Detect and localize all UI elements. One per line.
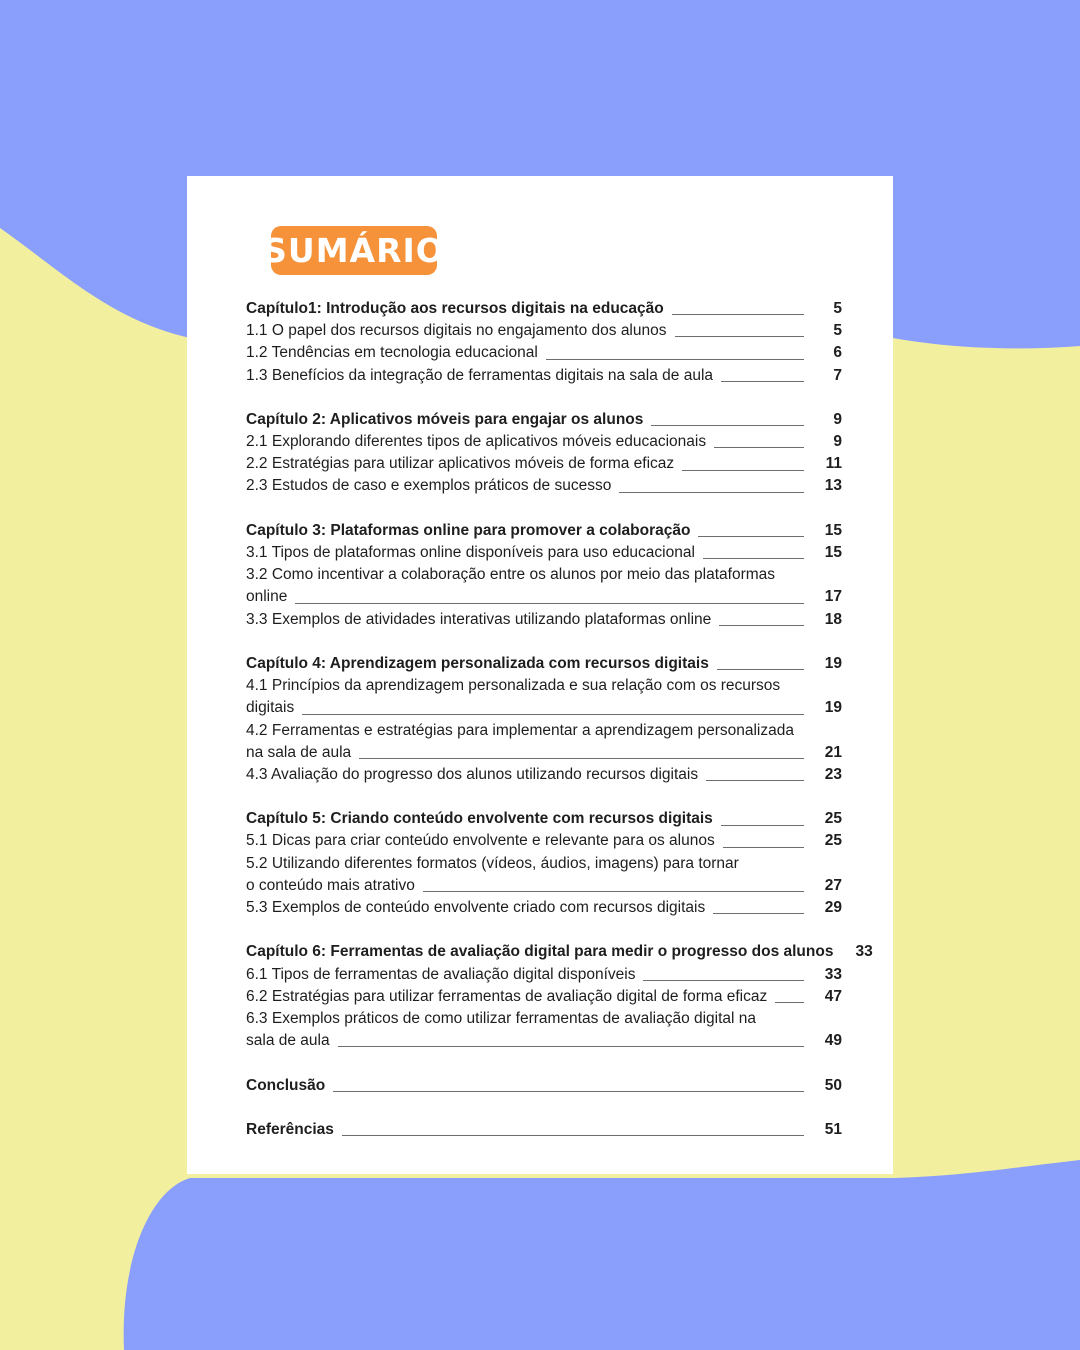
toc-entry[interactable]: [246, 1030, 842, 1052]
toc-entry-label: 2.2 Estratégias para utilizar aplicativos móveis de forma eficaz: [246, 455, 675, 473]
toc-entry[interactable]: [246, 720, 842, 742]
dot-leader: [675, 336, 805, 337]
dot-leader: [721, 381, 804, 382]
dot-leader: [546, 359, 804, 360]
dot-leader: [706, 780, 804, 781]
toc-chapter-entry[interactable]: [246, 298, 842, 320]
toc-entry-label: 3.3 Exemplos de atividades interativas utilizando plataformas online: [246, 610, 712, 628]
section-gap: [246, 498, 842, 520]
section-gap: [246, 786, 842, 808]
title-badge: [263, 226, 445, 275]
toc-entry[interactable]: [246, 897, 842, 919]
toc-chapter-entry[interactable]: [246, 653, 842, 675]
toc-entry[interactable]: [246, 675, 842, 697]
toc-entry-label: 4.2 Ferramentas e estratégias para implementar a aprendizagem personalizada: [246, 721, 794, 739]
dot-leader: [682, 470, 804, 471]
dot-leader: [342, 1135, 804, 1136]
dot-leader: [714, 447, 804, 448]
dot-leader: [423, 891, 804, 892]
toc-page-number: 27: [824, 876, 842, 894]
dot-leader: [717, 669, 804, 670]
toc-entry[interactable]: [246, 742, 842, 764]
toc-entry-label: 3.2 Como incentivar a colaboração entre os alunos por meio das plataformas: [246, 566, 776, 584]
toc-page-number: 13: [824, 477, 842, 495]
dot-leader: [359, 758, 804, 759]
dot-leader: [619, 492, 804, 493]
toc-entry-label: Capítulo 5: Criando conteúdo envolvente com recursos digitais: [246, 810, 713, 828]
toc-page: [187, 176, 893, 1174]
toc-entry-label: 1.3 Benefícios da integração de ferramentas digitais na sala de aula: [246, 366, 714, 384]
dot-leader: [703, 558, 804, 559]
toc-entry[interactable]: [246, 853, 842, 875]
toc-entry-label: Referências: [246, 1120, 334, 1138]
toc-entry-label: Capítulo 4: Aprendizagem personalizada com recursos digitais: [246, 654, 709, 672]
toc-entry-label: online: [246, 588, 288, 606]
toc-entry[interactable]: [246, 365, 842, 387]
toc-entry-label: Capítulo1: Introdução aos recursos digitais na educação: [246, 299, 664, 317]
section-gap: [246, 1052, 842, 1074]
toc-entry[interactable]: [246, 831, 842, 853]
toc-entry[interactable]: [246, 453, 842, 475]
toc-page-number: 21: [824, 743, 842, 761]
toc-entry-label: 3.1 Tipos de plataformas online disponíveis para uso educacional: [246, 544, 695, 562]
toc-page-number: 33: [824, 965, 842, 983]
toc-entry-label: 5.3 Exemplos de conteúdo envolvente criado com recursos digitais: [246, 899, 706, 917]
table-of-contents: [246, 298, 873, 1141]
toc-entry-label: 2.3 Estudos de caso e exemplos práticos de sucesso: [246, 477, 612, 495]
dot-leader: [698, 536, 804, 537]
toc-entry[interactable]: [246, 342, 842, 364]
toc-chapter-entry[interactable]: [246, 1119, 842, 1141]
dot-leader: [643, 980, 804, 981]
toc-page-number: 7: [833, 366, 842, 384]
dot-leader: [721, 825, 804, 826]
toc-entry-label: Capítulo 3: Plataformas online para promover a colaboração: [246, 521, 691, 539]
toc-entry-label: 1.1 O papel dos recursos digitais no engajamento dos alunos: [246, 322, 667, 340]
toc-page-number: 11: [825, 455, 842, 473]
toc-entry[interactable]: [246, 764, 842, 786]
toc-entry-label: Capítulo 6: Ferramentas de avaliação digital para medir o progresso dos alunos: [246, 943, 834, 961]
toc-page-number: 5: [833, 299, 842, 317]
toc-page-number: 51: [824, 1120, 842, 1138]
toc-entry[interactable]: [246, 697, 842, 719]
dot-leader: [338, 1046, 804, 1047]
toc-entry-label: na sala de aula: [246, 743, 352, 761]
toc-entry-label: 5.2 Utilizando diferentes formatos (vídeos, áudios, imagens) para tornar: [246, 854, 739, 872]
toc-page-number: 25: [824, 810, 842, 828]
toc-entry-label: 1.2 Tendências em tecnologia educacional: [246, 344, 538, 362]
toc-page-number: 19: [824, 654, 842, 672]
toc-chapter-entry[interactable]: [246, 808, 842, 830]
toc-page-number: 9: [833, 410, 842, 428]
toc-page-number: 19: [824, 699, 842, 717]
toc-chapter-entry[interactable]: [246, 941, 873, 963]
toc-entry-label: 4.1 Princípios da aprendizagem personalizada e sua relação com os recursos: [246, 677, 781, 695]
dot-leader: [333, 1091, 804, 1092]
toc-entry[interactable]: [246, 542, 842, 564]
toc-entry-label: Conclusão: [246, 1076, 326, 1094]
toc-page-number: 18: [824, 610, 842, 628]
toc-entry-label: 6.2 Estratégias para utilizar ferramentas de avaliação digital de forma eficaz: [246, 987, 768, 1005]
toc-entry-label: 5.1 Dicas para criar conteúdo envolvente e relevante para os alunos: [246, 832, 715, 850]
toc-page-number: 17: [824, 588, 842, 606]
toc-chapter-entry[interactable]: [246, 520, 842, 542]
toc-entry[interactable]: [246, 609, 842, 631]
toc-entry-label: sala de aula: [246, 1032, 330, 1050]
toc-page-number: 9: [833, 433, 842, 451]
toc-entry[interactable]: [246, 986, 842, 1008]
dot-leader: [723, 847, 804, 848]
toc-entry-label: 6.1 Tipos de ferramentas de avaliação digital disponíveis: [246, 965, 636, 983]
toc-entry-label: 4.3 Avaliação do progresso dos alunos utilizando recursos digitais: [246, 765, 699, 783]
toc-page-number: 25: [824, 832, 842, 850]
dot-leader: [672, 314, 804, 315]
toc-entry[interactable]: [246, 1008, 842, 1030]
toc-entry[interactable]: [246, 586, 842, 608]
section-gap: [246, 631, 842, 653]
toc-entry-label: 6.3 Exemplos práticos de como utilizar ferramentas de avaliação digital na: [246, 1009, 757, 1027]
toc-entry-label: digitais: [246, 699, 295, 717]
toc-entry-label: Capítulo 2: Aplicativos móveis para engajar os alunos: [246, 410, 644, 428]
section-gap: [246, 919, 842, 941]
toc-entry[interactable]: [246, 320, 842, 342]
dot-leader: [775, 1002, 804, 1003]
toc-page-number: 15: [824, 544, 842, 562]
section-gap: [246, 387, 842, 409]
toc-entry[interactable]: [246, 431, 842, 453]
toc-page-number: 15: [824, 521, 842, 539]
toc-chapter-entry[interactable]: [246, 1075, 842, 1097]
toc-entry[interactable]: [246, 564, 842, 586]
section-gap: [246, 1097, 842, 1119]
toc-entry[interactable]: [246, 476, 842, 498]
toc-page-number: 47: [824, 987, 842, 1005]
dot-leader: [719, 625, 804, 626]
toc-entry-label: 2.1 Explorando diferentes tipos de aplicativos móveis educacionais: [246, 433, 707, 451]
toc-entry[interactable]: [246, 875, 842, 897]
toc-page-number: 50: [824, 1076, 842, 1094]
page-title: SUMÁRIO: [263, 231, 445, 270]
dot-leader: [651, 425, 804, 426]
toc-page-number: 33: [855, 943, 873, 961]
dot-leader: [713, 913, 804, 914]
dot-leader: [295, 603, 804, 604]
dot-leader: [302, 714, 804, 715]
toc-entry-label: o conteúdo mais atrativo: [246, 876, 415, 894]
toc-chapter-entry[interactable]: [246, 409, 842, 431]
toc-page-number: 29: [824, 899, 842, 917]
toc-page-number: 23: [824, 765, 842, 783]
toc-page-number: 5: [833, 322, 842, 340]
toc-page-number: 49: [824, 1032, 842, 1050]
toc-entry[interactable]: [246, 964, 842, 986]
toc-page-number: 6: [833, 344, 842, 362]
